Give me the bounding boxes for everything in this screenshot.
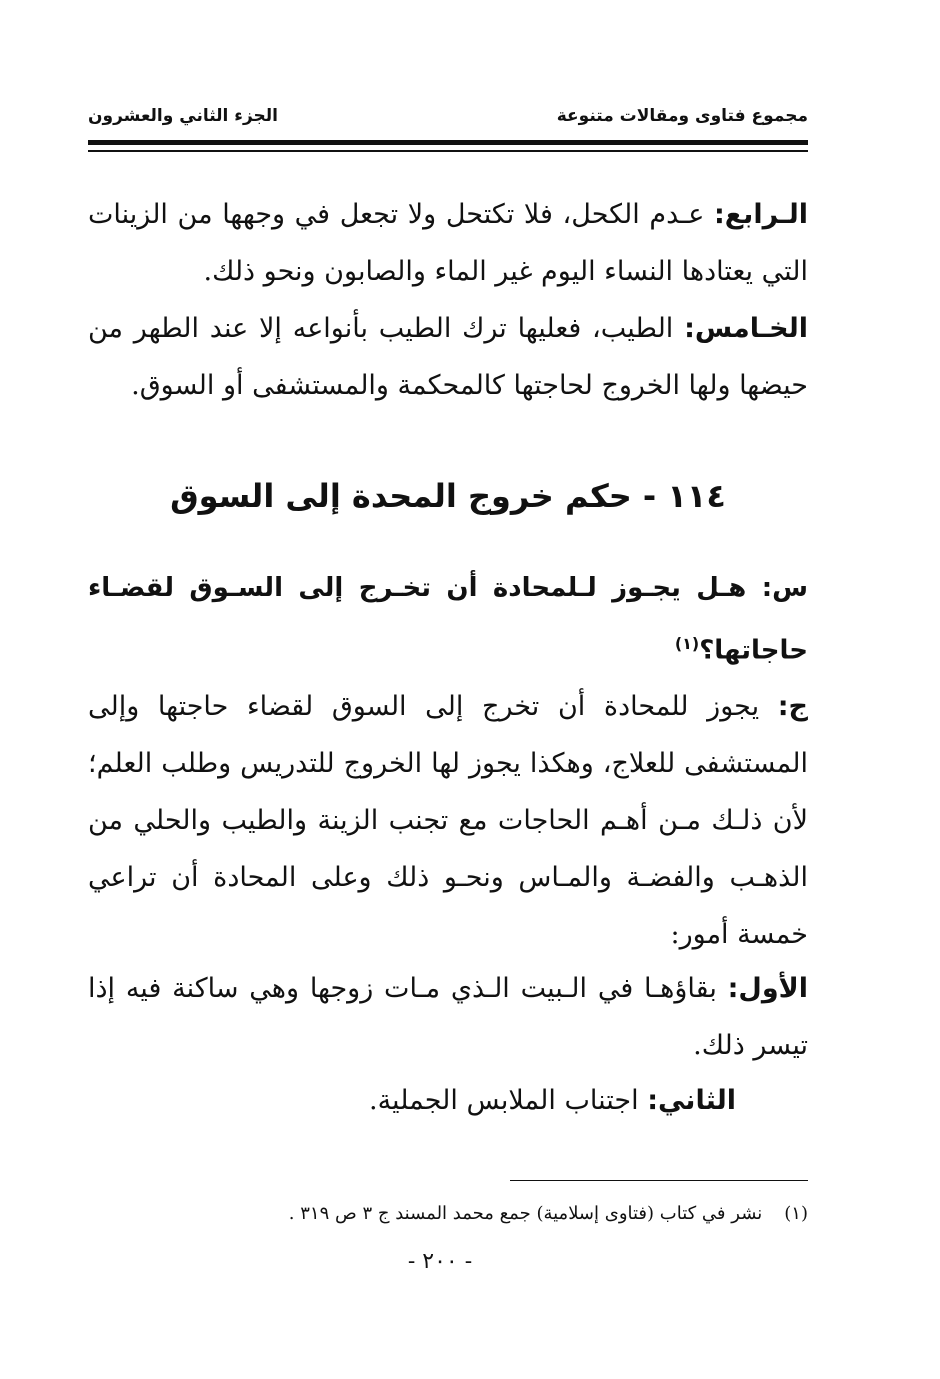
running-header bbox=[88, 98, 808, 134]
paragraph-fourth-text: عـدم الكحل، فلا تكتحل ولا تجعل في وجهها من الزينات التي يعتادها النساء اليوم غير الماء والصابون ونحو ذلك. bbox=[88, 199, 808, 287]
header-rule-thick bbox=[88, 140, 808, 145]
footnote-text: نشر في كتاب (فتاوى إسلامية) جمع محمد المسند ج ٣ ص ٣١٩ . bbox=[288, 1203, 763, 1224]
paragraph-second bbox=[88, 1072, 808, 1129]
footnote bbox=[88, 1198, 808, 1230]
paragraph-fifth-lead: الخـامس: bbox=[684, 313, 808, 344]
answer-paragraph bbox=[88, 678, 808, 963]
section-title: ١١٤ - حكم خروج المحدة إلى السوق bbox=[170, 477, 726, 515]
volume-title: الجزء الثاني والعشرون bbox=[88, 106, 279, 126]
paragraph-fifth-text: الطيب، فعليها ترك الطيب بأنواعه إلا عند الطهر من حيضها ولها الخروج لحاجتها كالمحكمة والمستشفى أو السوق. bbox=[88, 313, 808, 401]
page-number: - ٢٠٠ - bbox=[407, 1249, 473, 1274]
header-rule-thin bbox=[88, 150, 808, 152]
footnote-ref: (١) bbox=[674, 634, 700, 653]
question-text: س: هـل يجـوز لـلمحادة أن تخـرج إلى السـوق لقضـاء حاجاتها؟ bbox=[88, 573, 808, 666]
paragraph-second-text: اجتناب الملابس الجملية. bbox=[369, 1085, 648, 1116]
answer-lead: ج: bbox=[777, 691, 808, 722]
paragraph-first-lead: الأول: bbox=[727, 973, 808, 1004]
paragraph-fourth bbox=[88, 186, 808, 300]
paragraph-first-text: بقاؤهـا في الـبيت الـذي مـات زوجها وهي ساكنة فيه إذا تيسر ذلك. bbox=[88, 973, 808, 1061]
paragraph-first bbox=[88, 960, 808, 1074]
footnote-separator bbox=[510, 1180, 808, 1181]
paragraph-fourth-lead: الـرابع: bbox=[713, 199, 808, 230]
footnote-number: (١) bbox=[784, 1203, 808, 1224]
answer-text: يجوز للمحادة أن تخرج إلى السوق لقضاء حاجتها وإلى المستشفى للعلاج، وهكذا يجوز لها الخروج للتدريس وطلب العلم؛ لأن ذلـك مـن أهـم الحاجات مع تجنب الزينة والطيب والحلي من الذهـب والفضـة والمـاس ونحـو ذلك وعلى المحادة أن تراعي خمسة أمور: bbox=[88, 691, 808, 950]
question-block bbox=[88, 560, 808, 679]
paragraph-fifth bbox=[88, 300, 808, 414]
book-title: مجموع فتاوى ومقالات متنوعة bbox=[556, 106, 808, 126]
paragraph-second-lead: الثاني: bbox=[647, 1085, 736, 1116]
